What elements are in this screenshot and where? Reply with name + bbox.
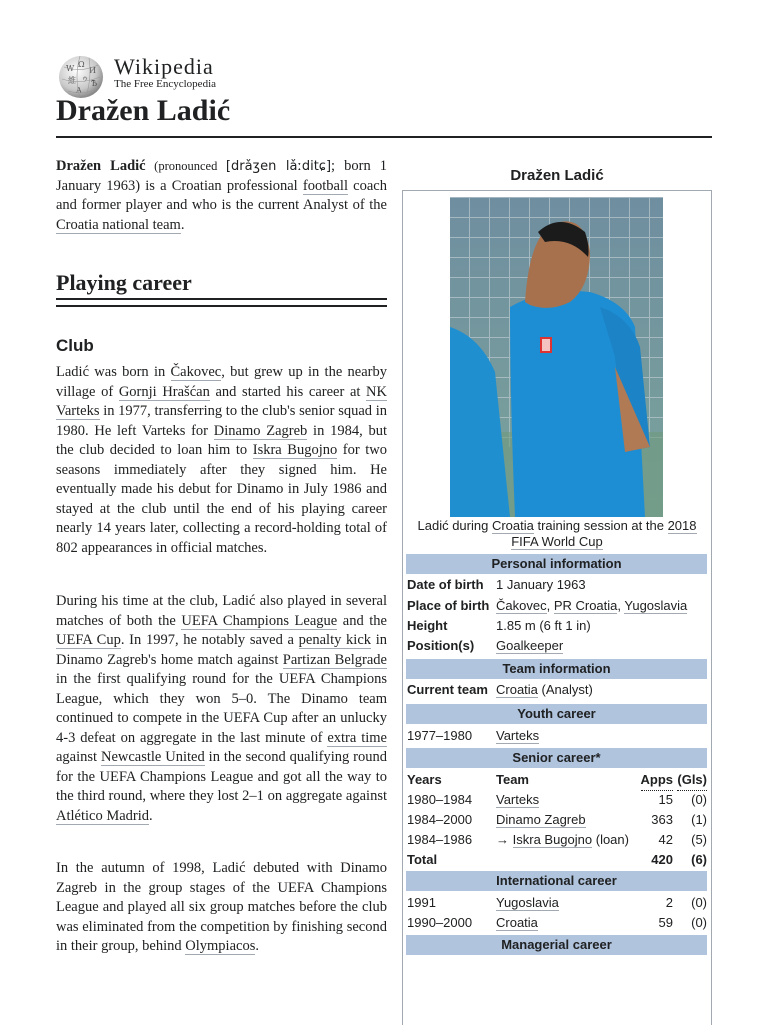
youth-team (496, 726, 539, 746)
section-managerial-career: Managerial career (406, 935, 707, 955)
text: for two seasons immediately after they signed him. He eventually made his debut for Dinamo in July 1986 and stayed at the club until the end of his playing career nearly 14 years later, collecting a record-holding total of 802 appearances in official matches. (56, 442, 388, 556)
text: against (56, 749, 101, 765)
heading-club: Club (56, 336, 94, 355)
link-nk-varteks[interactable]: NK Varteks (56, 383, 387, 419)
separator: , (617, 598, 625, 613)
value-position (496, 636, 563, 656)
row-position (407, 636, 707, 656)
svg-text:Ѣ: Ѣ (91, 79, 98, 88)
link-pr-croatia[interactable]: PR Croatia (553, 598, 618, 613)
link-croatia-intl[interactable]: Croatia (496, 915, 538, 930)
lead-name: Dražen Ladić (56, 158, 146, 174)
row-current-team (407, 680, 707, 700)
lead-text: ; born 1 January 1963) is a Croatian professional (56, 158, 388, 194)
apps: 59 (658, 915, 673, 930)
separator: , (546, 598, 554, 613)
intl-row (407, 893, 707, 913)
link-2018-fifa-world-cup[interactable]: 2018 FIFA World Cup (511, 518, 697, 549)
pronounced-label: (pronounced (145, 159, 226, 173)
link-gornji-hrascan[interactable]: Gornji Hrašćan (118, 383, 210, 400)
total-goals: (6) (691, 852, 707, 867)
team (496, 893, 559, 913)
svg-text:И: И (89, 66, 96, 75)
apps: 363 (651, 812, 673, 827)
team (496, 810, 586, 830)
value-current-team (496, 680, 593, 700)
text: , but grew up in the nearby village of (56, 364, 387, 400)
wikipedia-tagline: The Free Encyclopedia (114, 78, 217, 90)
link-football[interactable]: football (302, 177, 348, 194)
link-extra-time[interactable]: extra time (327, 729, 387, 746)
team (496, 913, 538, 933)
goals: (0) (691, 915, 707, 930)
label-current-team: Current team (407, 682, 488, 697)
text: in 1984, but the club decided to loan him to (56, 422, 387, 458)
header-years: Years (407, 772, 442, 787)
link-croatia-caption[interactable]: Croatia (491, 518, 534, 533)
infobox-title: Dražen Ladić (510, 167, 604, 184)
svg-text:W: W (66, 64, 75, 73)
goals: (0) (691, 792, 707, 807)
senior-row (407, 790, 707, 810)
link-dinamo-zagreb-senior[interactable]: Dinamo Zagreb (496, 812, 586, 827)
apps: 2 (665, 895, 673, 910)
link-uefa-champions-league[interactable]: UEFA Champions League (181, 612, 338, 629)
value-date-of-birth: 1 January 1963 (496, 577, 586, 592)
years: 1984–1986 (407, 832, 473, 847)
senior-row (407, 830, 707, 850)
apps: 15 (658, 792, 673, 807)
total-label: Total (407, 852, 438, 867)
text: Ladić was born in (56, 364, 171, 380)
apps: 42 (658, 832, 673, 847)
value-height: 1.85 m (6 ft 1 in) (496, 618, 591, 633)
club-paragraph-2 (56, 592, 387, 826)
team (496, 790, 539, 810)
link-uefa-cup[interactable]: UEFA Cup (56, 632, 121, 648)
label-place-of-birth: Place of birth (407, 598, 490, 613)
text: in the first qualifying round for the UEFA Champions League, which they won 5–0. The Dinamo team continued to compete in the UEFA Cup after an unlucky 4-3 defeat on aggregate in the last minute of (56, 671, 387, 746)
link-yugoslavia-intl[interactable]: Yugoslavia (496, 895, 559, 910)
link-goalkeeper[interactable]: Goalkeeper (496, 638, 564, 653)
value-place-of-birth (496, 596, 687, 616)
link-partizan-belgrade[interactable]: Partizan Belgrade (282, 651, 387, 668)
text: in 1977, transferring to the club's senior squad in 1980. He left Varteks for (56, 403, 387, 439)
years: 1991 (407, 895, 436, 910)
link-croatia-team[interactable]: Croatia (496, 682, 538, 697)
text: and the (337, 612, 387, 629)
link-dinamo-zagreb[interactable]: Dinamo Zagreb (213, 422, 308, 439)
player-photo[interactable] (450, 197, 663, 517)
team-role: (Analyst) (537, 682, 593, 697)
link-varteks-youth[interactable]: Varteks (496, 728, 540, 743)
svg-text:A: A (76, 86, 82, 95)
intl-row (407, 913, 707, 933)
text: During his time at the club, Ladić also played in several matches of both the (56, 593, 387, 629)
link-cakovec-infobox[interactable]: Čakovec (496, 598, 547, 613)
team (496, 830, 629, 850)
heading-playing-career: Playing career (56, 270, 192, 295)
section-personal-information: Personal information (406, 554, 707, 574)
years: 1984–2000 (407, 812, 473, 827)
ipa-pronunciation[interactable]: [drǎʒen lǎːditɕ] (225, 159, 332, 174)
text: and started his career at (209, 383, 367, 400)
lead-text: coach and former player and who is the current Analyst of the (56, 177, 387, 213)
section-senior-career: Senior career* (406, 748, 707, 768)
years: 1990–2000 (407, 915, 473, 930)
loan-arrow: → (496, 832, 513, 847)
link-cakovec[interactable]: Čakovec (170, 364, 222, 380)
row-youth-career (407, 726, 707, 746)
link-newcastle-united[interactable]: Newcastle United (100, 749, 205, 765)
link-varteks-senior[interactable]: Varteks (496, 792, 540, 807)
infobox (402, 190, 712, 1025)
lead-paragraph (56, 157, 387, 235)
link-croatia-national-team[interactable]: Croatia national team (56, 216, 181, 233)
total-apps: 420 (651, 852, 673, 867)
text: . (255, 938, 259, 954)
youth-years: 1977–1980 (407, 728, 473, 743)
lead-text: . (180, 216, 185, 233)
caption-text: training session at the (533, 518, 668, 533)
wikipedia-globe-logo[interactable] (56, 53, 106, 99)
photo-caption (407, 518, 707, 550)
goals: (0) (691, 895, 707, 910)
text: . (149, 807, 153, 824)
years: 1980–1984 (407, 792, 473, 807)
club-paragraph-3 (56, 859, 387, 957)
section-team-information: Team information (406, 659, 707, 679)
row-height (407, 616, 707, 636)
title-divider (56, 136, 712, 138)
svg-text:Ω: Ω (78, 60, 85, 69)
section-youth-career: Youth career (406, 704, 707, 724)
svg-text:維: 維 (68, 76, 76, 85)
link-olympiacos[interactable]: Olympiacos (185, 938, 256, 954)
link-iskra-bugojno-senior[interactable]: Iskra Bugojno (512, 832, 593, 847)
link-atletico-madrid[interactable]: Atlético Madrid (56, 807, 150, 824)
section-international-career: International career (406, 871, 707, 891)
link-iskra-bugojno[interactable]: Iskra Bugojno (252, 442, 338, 458)
svg-text:ゥ: ゥ (81, 74, 89, 83)
goals: (1) (691, 812, 707, 827)
link-yugoslavia[interactable]: Yugoslavia (624, 598, 688, 613)
label-height: Height (407, 618, 448, 633)
row-place-of-birth (407, 596, 707, 616)
header-gls[interactable]: (Gls) (677, 770, 707, 791)
senior-row (407, 810, 707, 830)
text: in Dinamo Zagreb's home match against (56, 632, 387, 668)
text: . In 1997, he notably saved a (120, 632, 299, 648)
text: In the autumn of 1998, Ladić debuted with Dinamo Zagreb in the group stages of the UEFA Champions League and played all six group matches before the club was eliminated from the competition by finishing second in their group, behind (56, 860, 387, 954)
header-team: Team (496, 772, 529, 787)
section-divider (56, 298, 387, 307)
senior-header-row (407, 770, 707, 790)
link-penalty-kick[interactable]: penalty kick (298, 632, 372, 648)
label-position: Position(s) (407, 638, 475, 653)
label-date-of-birth: Date of birth (407, 577, 484, 592)
note: (loan) (592, 832, 629, 847)
club-paragraph-1 (56, 363, 387, 558)
row-date-of-birth (407, 575, 707, 595)
goals: (5) (691, 832, 707, 847)
header-apps[interactable]: Apps (641, 770, 674, 791)
page-title: Dražen Ladić (56, 94, 231, 127)
text: in the second qualifying round for the UEFA Champions League and got all the way to the third round, where they lost 2–1 on aggregate against (56, 749, 387, 804)
caption-text: Ladić during (417, 518, 492, 533)
senior-total-row (407, 850, 707, 870)
wikipedia-wordmark[interactable]: Wikipedia (114, 54, 214, 79)
